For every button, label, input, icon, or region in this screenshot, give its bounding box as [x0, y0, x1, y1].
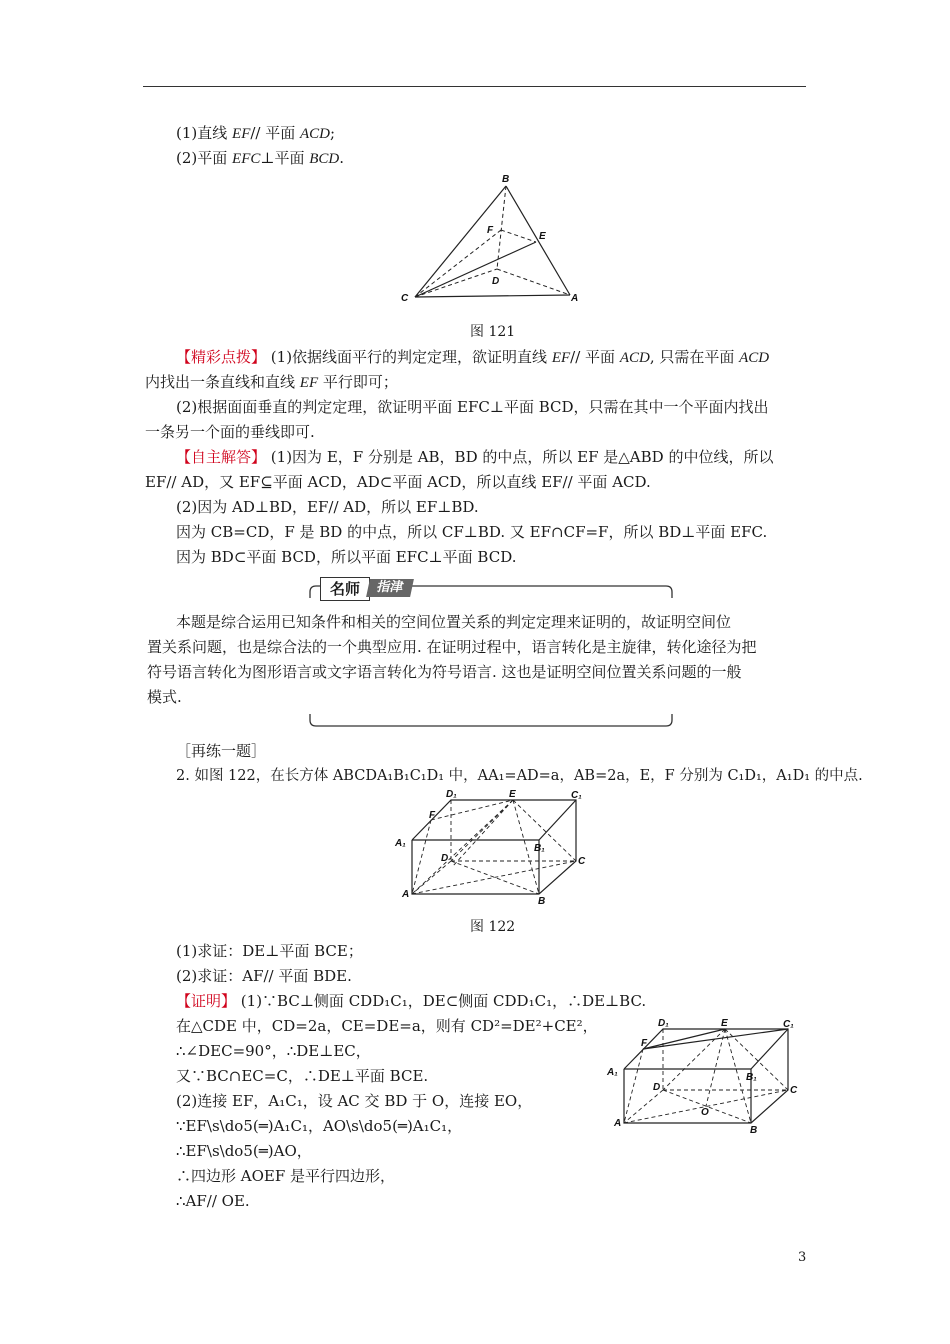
proof-line-5: (2)连接 EF，A₁C₁，设 AC 交 BD 于 O，连接 EO，: [176, 1092, 533, 1110]
proof-line-2: 在△CDE 中，CD=2a，CE=DE=a，则有 CD²=DE²+CE²，: [176, 1017, 598, 1035]
figure-122: [393, 788, 593, 906]
proof-line-3: ∴∠DEC=90°，∴DE⊥EC，: [176, 1042, 371, 1060]
label-D: D: [441, 853, 449, 864]
answer-line-4: 因为 CB=CD，F 是 BD 的中点，所以 CF⊥BD. 又 EF∩CF=F，所以 BD⊥平面 EFC.: [176, 523, 768, 541]
figure-122-caption: 图 122: [470, 919, 516, 935]
hint-line-4: 一条另一个面的垂线即可.: [145, 423, 315, 441]
problem1-q2: (2)平面 EFC⊥平面 BCD.: [176, 149, 345, 167]
proof-label-A1: A₁: [607, 1067, 618, 1078]
header-rule: [143, 86, 806, 87]
answer-line-3: (2)因为 AD⊥BD，EF// AD，所以 EF⊥BD.: [176, 498, 479, 516]
label-C1: C₁: [571, 790, 582, 801]
label-E: E: [509, 789, 516, 800]
page-number: 3: [798, 1250, 807, 1265]
teacher-note-text: 本题是综合运用已知条件和相关的空间位置关系的判定定理来证明的，故证明空间位 置关系问题，也是综合法的一个典型应用. 在证明过程中，语言转化是主旋律，转化途径为把 符号语言转化为图形语言或文字语言转化为符号语言. 这也是证明空间位置关系问题的一般 模式.: [147, 613, 757, 706]
hint-line-2: 内找出一条直线和直线 EF 平行即可；: [145, 373, 398, 391]
label-A: A: [402, 889, 410, 900]
proof-tag: 【证明】: [176, 992, 237, 1010]
figure-proof: [605, 1017, 805, 1135]
label-C: C: [578, 856, 586, 867]
proof-label-O: O: [701, 1107, 709, 1118]
label-A: A: [571, 293, 579, 304]
label-D1: D₁: [446, 789, 457, 800]
label-B1: B₁: [534, 843, 545, 854]
proof-line-1: 【证明】 (1)∵BC⊥侧面 CDD₁C₁，DE⊂侧面 CDD₁C₁，∴DE⊥BC.: [176, 992, 647, 1010]
practice-stem: 2. 如图 122，在长方体 ABCDA₁B₁C₁D₁ 中，AA₁=AD=a，AB=2a，E，F 分别为 C₁D₁，A₁D₁ 的中点.: [176, 768, 863, 784]
answer-line-1: 【自主解答】 (1)因为 E，F 分别是 AB，BD 的中点，所以 EF 是△ABD 的中位线，所以: [176, 448, 774, 466]
practice-q2: (2)求证：AF// 平面 BDE.: [176, 967, 352, 985]
label-E: E: [539, 231, 546, 242]
proof-label-B: B: [750, 1125, 758, 1135]
label-B: B: [502, 174, 510, 185]
badge-label-a: 名师: [320, 577, 370, 601]
label-C: C: [401, 293, 409, 304]
proof-label-C: C: [790, 1085, 798, 1096]
proof-label-C1: C₁: [783, 1019, 794, 1030]
proof-label-A: A: [614, 1118, 622, 1129]
answer-line-2: EF// AD，又 EF⊆平面 ACD，AD⊂平面 ACD，所以直线 EF// 平面 ACD.: [145, 473, 651, 491]
label-F: F: [429, 810, 436, 821]
proof-line-8: ∴四边形 AOEF 是平行四边形，: [176, 1167, 396, 1185]
label-A1: A₁: [395, 838, 406, 849]
hint-line-1: 【精彩点拨】 (1)依据线面平行的判定定理，欲证明直线 EF// 平面 ACD, 只需在平面 ACD: [176, 348, 770, 366]
proof-label-F: F: [641, 1038, 648, 1049]
hint-tag: 【精彩点拨】: [176, 348, 267, 366]
answer-tag: 【自主解答】: [176, 448, 267, 466]
proof-line-6: ∵EF\s\do5(═)A₁C₁，AO\s\do5(═)A₁C₁，: [176, 1117, 463, 1135]
label-F: F: [487, 225, 494, 236]
proof-line-4: 又∵BC∩EC=C，∴DE⊥平面 BCE.: [176, 1067, 429, 1085]
proof-label-D: D: [653, 1082, 661, 1093]
proof-line-9: ∴AF// OE.: [176, 1192, 250, 1210]
proof-label-D1: D₁: [658, 1018, 669, 1029]
figure-121-caption: 图 121: [470, 324, 516, 340]
proof-line-7: ∴EF\s\do5(═)AO，: [176, 1142, 312, 1160]
answer-line-5: 因为 BD⊂平面 BCD，所以平面 EFC⊥平面 BCD.: [176, 548, 517, 566]
practice-q1: (1)求证：DE⊥平面 BCE；: [176, 942, 363, 960]
figure-121: [395, 170, 595, 310]
badge-label-b: 指津: [366, 579, 414, 597]
practice-header: ［再练一题］: [176, 742, 267, 760]
problem1-q1: (1)直线 EF// 平面 ACD;: [176, 124, 336, 142]
teacher-note-badge: [320, 577, 418, 599]
label-B: B: [538, 896, 546, 906]
proof-label-B1: B₁: [746, 1072, 757, 1083]
proof-label-E: E: [721, 1018, 728, 1029]
label-D: D: [492, 276, 500, 287]
hint-line-3: (2)根据面面垂直的判定定理，欲证明平面 EFC⊥平面 BCD，只需在其中一个平面内找出: [176, 398, 769, 416]
